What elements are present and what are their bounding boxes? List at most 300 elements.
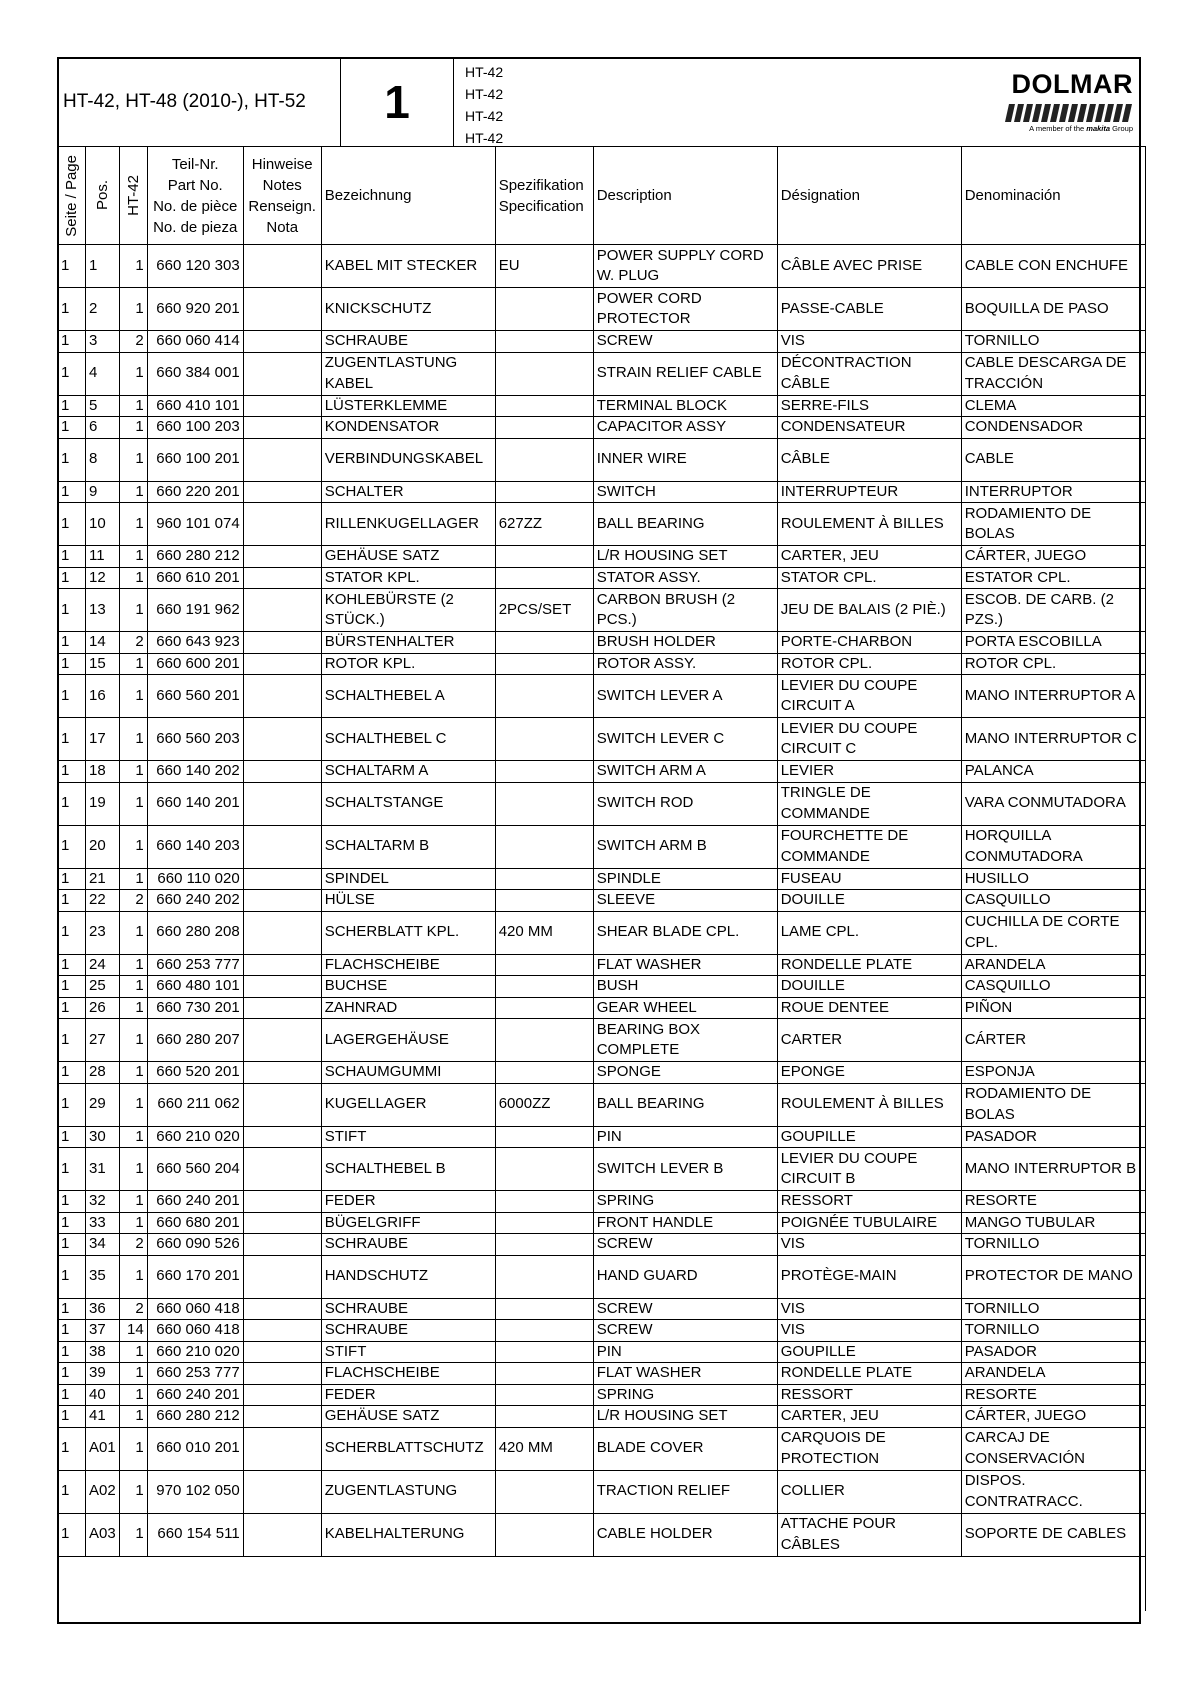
cell-denominacion: MANGO TUBULAR [961,1212,1145,1234]
cell-qty: 1 [119,1126,147,1148]
cell-description: SPINDLE [593,868,777,890]
cell-bezeichnung: BÜGELGRIFF [321,1212,495,1234]
cell-part-number: 660 253 777 [147,954,243,976]
cell-notes [243,1255,321,1298]
table-row [58,1470,1146,1513]
empty-cell [58,1556,1146,1611]
model-item: HT-42 [465,108,504,124]
cell-denominacion: CONDENSADOR [961,417,1145,439]
cell-denominacion: MANO INTERRUPTOR B [961,1148,1145,1191]
cell-notes [243,438,321,481]
cell-page: 1 [58,1191,86,1213]
cell-spec [495,1212,593,1234]
cell-pos: 11 [86,546,120,568]
cell-bezeichnung: SCHERBLATT KPL. [321,911,495,954]
cell-description: STRAIN RELIEF CABLE [593,352,777,395]
cell-spec [495,1126,593,1148]
cell-designation: LEVIER DU COUPE CIRCUIT C [777,718,961,761]
cell-notes [243,417,321,439]
cell-qty: 1 [119,567,147,589]
cell-qty: 1 [119,1406,147,1428]
table-row [58,782,1146,825]
cell-qty: 1 [119,481,147,503]
cell-part-number: 660 253 777 [147,1363,243,1385]
cell-page: 1 [58,1384,86,1406]
col-header-notes: Hinweise Notes Renseign. Nota [243,147,321,245]
cell-designation: GOUPILLE [777,1341,961,1363]
cell-part-number: 660 060 418 [147,1298,243,1320]
cell-denominacion: RESORTE [961,1191,1145,1213]
cell-part-number: 970 102 050 [147,1470,243,1513]
cell-notes [243,1148,321,1191]
cell-description: HAND GUARD [593,1255,777,1298]
cell-denominacion: INTERRUPTOR [961,481,1145,503]
cell-spec [495,1298,593,1320]
cell-denominacion: PALANCA [961,761,1145,783]
cell-pos: 17 [86,718,120,761]
cell-qty: 1 [119,954,147,976]
cell-notes [243,589,321,632]
cell-spec [495,782,593,825]
cell-part-number: 660 610 201 [147,567,243,589]
cell-denominacion: CÁRTER, JUEGO [961,546,1145,568]
cell-denominacion: CLEMA [961,395,1145,417]
col-header-designation: Désignation [777,147,961,245]
cell-notes [243,997,321,1019]
cell-description: SCREW [593,1234,777,1256]
cell-bezeichnung: GEHÄUSE SATZ [321,1406,495,1428]
cell-page: 1 [58,782,86,825]
cell-designation: ROTOR CPL. [777,653,961,675]
cell-denominacion: HORQUILLA CONMUTADORA [961,825,1145,868]
cell-description: BLADE COVER [593,1427,777,1470]
cell-pos: 30 [86,1126,120,1148]
cell-description: L/R HOUSING SET [593,1406,777,1428]
cell-bezeichnung: SCHALTER [321,481,495,503]
cell-page: 1 [58,997,86,1019]
cell-description: SCREW [593,1320,777,1342]
cell-description: SCREW [593,1298,777,1320]
cell-spec [495,997,593,1019]
cell-bezeichnung: SCHERBLATTSCHUTZ [321,1427,495,1470]
cell-designation: DOUILLE [777,890,961,912]
cell-qty: 1 [119,1363,147,1385]
cell-pos: 35 [86,1255,120,1298]
cell-description: SHEAR BLADE CPL. [593,911,777,954]
cell-notes [243,1513,321,1556]
cell-denominacion: BOQUILLA DE PASO [961,288,1145,331]
cell-notes [243,546,321,568]
cell-part-number: 660 100 201 [147,438,243,481]
cell-description: SPONGE [593,1062,777,1084]
cell-page: 1 [58,1363,86,1385]
cell-qty: 1 [119,1212,147,1234]
cell-bezeichnung: RILLENKUGELLAGER [321,503,495,546]
table-row [58,1406,1146,1428]
col-header-denominacion: Denominación [961,147,1145,245]
cell-page: 1 [58,438,86,481]
cell-spec: EU [495,245,593,288]
cell-designation: ROULEMENT À BILLES [777,503,961,546]
cell-description: SCREW [593,331,777,353]
table-row [58,825,1146,868]
cell-notes [243,1427,321,1470]
cell-notes [243,288,321,331]
cell-denominacion: CASQUILLO [961,976,1145,998]
cell-page: 1 [58,481,86,503]
table-row [58,1255,1146,1298]
table-row [58,481,1146,503]
cell-notes [243,1341,321,1363]
cell-bezeichnung: SPINDEL [321,868,495,890]
cell-description: SLEEVE [593,890,777,912]
cell-spec [495,1255,593,1298]
cell-spec [495,546,593,568]
page-number: 1 [341,57,454,147]
table-row [58,911,1146,954]
cell-pos: 32 [86,1191,120,1213]
cell-qty: 1 [119,1019,147,1062]
cell-pos: 9 [86,481,120,503]
cell-part-number: 660 280 208 [147,911,243,954]
cell-bezeichnung: ZUGENTLASTUNG [321,1470,495,1513]
cell-page: 1 [58,1148,86,1191]
cell-qty: 2 [119,331,147,353]
cell-part-number: 660 560 201 [147,675,243,718]
cell-spec: 420 MM [495,1427,593,1470]
cell-designation: INTERRUPTEUR [777,481,961,503]
cell-bezeichnung: BÜRSTENHALTER [321,632,495,654]
cell-designation: EPONGE [777,1062,961,1084]
cell-bezeichnung: SCHRAUBE [321,1298,495,1320]
cell-part-number: 660 560 203 [147,718,243,761]
table-row [58,288,1146,331]
cell-bezeichnung: SCHALTSTANGE [321,782,495,825]
cell-page: 1 [58,1427,86,1470]
cell-qty: 1 [119,782,147,825]
cell-pos: 1 [86,245,120,288]
cell-qty: 1 [119,417,147,439]
model-item: HT-42 [465,130,504,146]
cell-notes [243,954,321,976]
cell-bezeichnung: SCHALTARM A [321,761,495,783]
cell-spec [495,954,593,976]
cell-spec [495,1406,593,1428]
cell-designation: STATOR CPL. [777,567,961,589]
cell-notes [243,675,321,718]
cell-denominacion: CARCAJ DE CONSERVACIÓN [961,1427,1145,1470]
cell-description: SPRING [593,1384,777,1406]
cell-bezeichnung: ZAHNRAD [321,997,495,1019]
cell-spec [495,825,593,868]
cell-bezeichnung: FEDER [321,1384,495,1406]
cell-denominacion: DISPOS. CONTRATRACC. [961,1470,1145,1513]
cell-part-number: 660 520 201 [147,1062,243,1084]
cell-denominacion: ROTOR CPL. [961,653,1145,675]
cell-bezeichnung: KABEL MIT STECKER [321,245,495,288]
cell-description: TRACTION RELIEF [593,1470,777,1513]
cell-pos: 33 [86,1212,120,1234]
cell-bezeichnung: ROTOR KPL. [321,653,495,675]
cell-pos: 2 [86,288,120,331]
cell-part-number: 660 210 020 [147,1126,243,1148]
cell-denominacion: VARA CONMUTADORA [961,782,1145,825]
cell-denominacion: TORNILLO [961,1320,1145,1342]
table-header-row [58,147,1146,245]
cell-denominacion: PROTECTOR DE MANO [961,1255,1145,1298]
cell-pos: 6 [86,417,120,439]
cell-page: 1 [58,868,86,890]
cell-designation: CONDENSATEUR [777,417,961,439]
cell-designation: VIS [777,1234,961,1256]
table-row [58,245,1146,288]
cell-bezeichnung: HÜLSE [321,890,495,912]
cell-notes [243,782,321,825]
cell-part-number: 660 600 201 [147,653,243,675]
cell-denominacion: CUCHILLA DE CORTE CPL. [961,911,1145,954]
cell-description: POWER SUPPLY CORD W. PLUG [593,245,777,288]
cell-designation: FOURCHETTE DE COMMANDE [777,825,961,868]
cell-designation: PORTE-CHARBON [777,632,961,654]
brand-tagline: A member of the makita Group [1029,124,1133,133]
cell-qty: 1 [119,718,147,761]
cell-notes [243,567,321,589]
cell-page: 1 [58,890,86,912]
cell-pos: 41 [86,1406,120,1428]
cell-bezeichnung: SCHALTHEBEL A [321,675,495,718]
cell-description: SWITCH LEVER B [593,1148,777,1191]
table-row [58,653,1146,675]
cell-spec [495,417,593,439]
cell-notes [243,1298,321,1320]
cell-notes [243,1191,321,1213]
cell-pos: 25 [86,976,120,998]
cell-description: BALL BEARING [593,503,777,546]
cell-spec [495,1320,593,1342]
cell-spec [495,718,593,761]
cell-part-number: 660 154 511 [147,1513,243,1556]
cell-bezeichnung: KUGELLAGER [321,1083,495,1126]
cell-page: 1 [58,1126,86,1148]
cell-description: SWITCH ARM B [593,825,777,868]
cell-qty: 1 [119,589,147,632]
cell-denominacion: CÁRTER, JUEGO [961,1406,1145,1428]
cell-denominacion: PASADOR [961,1341,1145,1363]
cell-pos: 27 [86,1019,120,1062]
table-row [58,1234,1146,1256]
logo-stripes-icon [1005,104,1133,122]
cell-bezeichnung: SCHALTARM B [321,825,495,868]
cell-page: 1 [58,976,86,998]
cell-bezeichnung: SCHRAUBE [321,331,495,353]
table-row [58,503,1146,546]
cell-qty: 1 [119,546,147,568]
col-header-pos: Pos. [86,147,120,245]
cell-part-number: 660 060 418 [147,1320,243,1342]
table-row [58,997,1146,1019]
cell-qty: 14 [119,1320,147,1342]
cell-designation: TRINGLE DE COMMANDE [777,782,961,825]
page-header [57,57,1141,147]
cell-notes [243,1212,321,1234]
cell-denominacion: PASADOR [961,1126,1145,1148]
table-row [58,976,1146,998]
cell-part-number: 660 643 923 [147,632,243,654]
cell-notes [243,761,321,783]
cell-spec [495,653,593,675]
cell-designation: CÂBLE [777,438,961,481]
cell-spec [495,438,593,481]
cell-description: L/R HOUSING SET [593,546,777,568]
cell-page: 1 [58,1298,86,1320]
cell-denominacion: ESPONJA [961,1062,1145,1084]
cell-bezeichnung: KABELHALTERUNG [321,1513,495,1556]
cell-denominacion: HUSILLO [961,868,1145,890]
cell-notes [243,503,321,546]
cell-qty: 1 [119,1255,147,1298]
cell-bezeichnung: STIFT [321,1126,495,1148]
table-row [58,1384,1146,1406]
cell-description: CABLE HOLDER [593,1513,777,1556]
cell-bezeichnung: FLACHSCHEIBE [321,954,495,976]
table-row [58,589,1146,632]
cell-designation: CARTER, JEU [777,546,961,568]
cell-part-number: 660 920 201 [147,288,243,331]
cell-qty: 2 [119,632,147,654]
cell-pos: 36 [86,1298,120,1320]
cell-pos: 34 [86,1234,120,1256]
cell-pos: 22 [86,890,120,912]
cell-designation: LEVIER DU COUPE CIRCUIT A [777,675,961,718]
cell-spec [495,1062,593,1084]
cell-denominacion: CÁRTER [961,1019,1145,1062]
cell-description: SWITCH ARM A [593,761,777,783]
cell-designation: VIS [777,331,961,353]
parts-table [57,146,1146,1611]
cell-pos: 20 [86,825,120,868]
cell-pos: 16 [86,675,120,718]
cell-bezeichnung: FEDER [321,1191,495,1213]
cell-notes [243,911,321,954]
cell-qty: 1 [119,997,147,1019]
cell-designation: VIS [777,1298,961,1320]
cell-designation: GOUPILLE [777,1126,961,1148]
cell-page: 1 [58,395,86,417]
cell-qty: 2 [119,1234,147,1256]
col-header-description: Description [593,147,777,245]
cell-page: 1 [58,1019,86,1062]
cell-part-number: 660 730 201 [147,997,243,1019]
cell-denominacion: ESTATOR CPL. [961,567,1145,589]
cell-qty: 2 [119,890,147,912]
cell-designation: CÂBLE AVEC PRISE [777,245,961,288]
cell-notes [243,653,321,675]
cell-description: POWER CORD PROTECTOR [593,288,777,331]
cell-spec [495,761,593,783]
model-item: HT-42 [465,86,504,102]
cell-part-number: 660 191 962 [147,589,243,632]
cell-part-number: 660 240 202 [147,890,243,912]
cell-page: 1 [58,1341,86,1363]
table-row [58,632,1146,654]
cell-page: 1 [58,632,86,654]
table-row [58,1513,1146,1556]
cell-designation: ROULEMENT À BILLES [777,1083,961,1126]
cell-designation: CARTER [777,1019,961,1062]
cell-description: FRONT HANDLE [593,1212,777,1234]
col-header-page: Seite / Page [58,147,86,245]
cell-page: 1 [58,1513,86,1556]
table-row [58,1191,1146,1213]
cell-pos: 21 [86,868,120,890]
table-row [58,761,1146,783]
table-row [58,718,1146,761]
cell-part-number: 660 100 203 [147,417,243,439]
table-row [58,1126,1146,1148]
cell-part-number: 660 010 201 [147,1427,243,1470]
cell-description: BRUSH HOLDER [593,632,777,654]
col-header-partno: Teil-Nr. Part No. No. de pièce No. de pieza [147,147,243,245]
cell-pos: 19 [86,782,120,825]
cell-denominacion: TORNILLO [961,331,1145,353]
cell-page: 1 [58,352,86,395]
cell-description: GEAR WHEEL [593,997,777,1019]
cell-part-number: 660 140 201 [147,782,243,825]
cell-pos: 3 [86,331,120,353]
cell-pos: 37 [86,1320,120,1342]
table-row [58,675,1146,718]
table-row [58,1019,1146,1062]
cell-pos: 24 [86,954,120,976]
cell-denominacion: CABLE [961,438,1145,481]
cell-bezeichnung: SCHALTHEBEL B [321,1148,495,1191]
cell-spec [495,1513,593,1556]
cell-designation: LEVIER DU COUPE CIRCUIT B [777,1148,961,1191]
cell-bezeichnung: LAGERGEHÄUSE [321,1019,495,1062]
cell-qty: 1 [119,1191,147,1213]
cell-description: FLAT WASHER [593,1363,777,1385]
cell-page: 1 [58,1255,86,1298]
cell-pos: A02 [86,1470,120,1513]
cell-spec [495,567,593,589]
cell-page: 1 [58,1212,86,1234]
cell-bezeichnung: KNICKSCHUTZ [321,288,495,331]
cell-qty: 1 [119,1384,147,1406]
cell-description: BUSH [593,976,777,998]
cell-description: SWITCH LEVER C [593,718,777,761]
cell-pos: 12 [86,567,120,589]
cell-notes [243,1320,321,1342]
cell-notes [243,395,321,417]
table-row [58,1363,1146,1385]
cell-notes [243,1062,321,1084]
cell-description: BALL BEARING [593,1083,777,1126]
cell-bezeichnung: KONDENSATOR [321,417,495,439]
cell-qty: 1 [119,288,147,331]
cell-designation: ROUE DENTEE [777,997,961,1019]
cell-spec [495,1191,593,1213]
cell-denominacion: MANO INTERRUPTOR A [961,675,1145,718]
cell-qty: 1 [119,438,147,481]
table-row-empty [58,1556,1146,1611]
table-row [58,1148,1146,1191]
cell-part-number: 660 140 203 [147,825,243,868]
cell-pos: 10 [86,503,120,546]
cell-notes [243,331,321,353]
cell-denominacion: CASQUILLO [961,890,1145,912]
table-row [58,417,1146,439]
cell-pos: 26 [86,997,120,1019]
